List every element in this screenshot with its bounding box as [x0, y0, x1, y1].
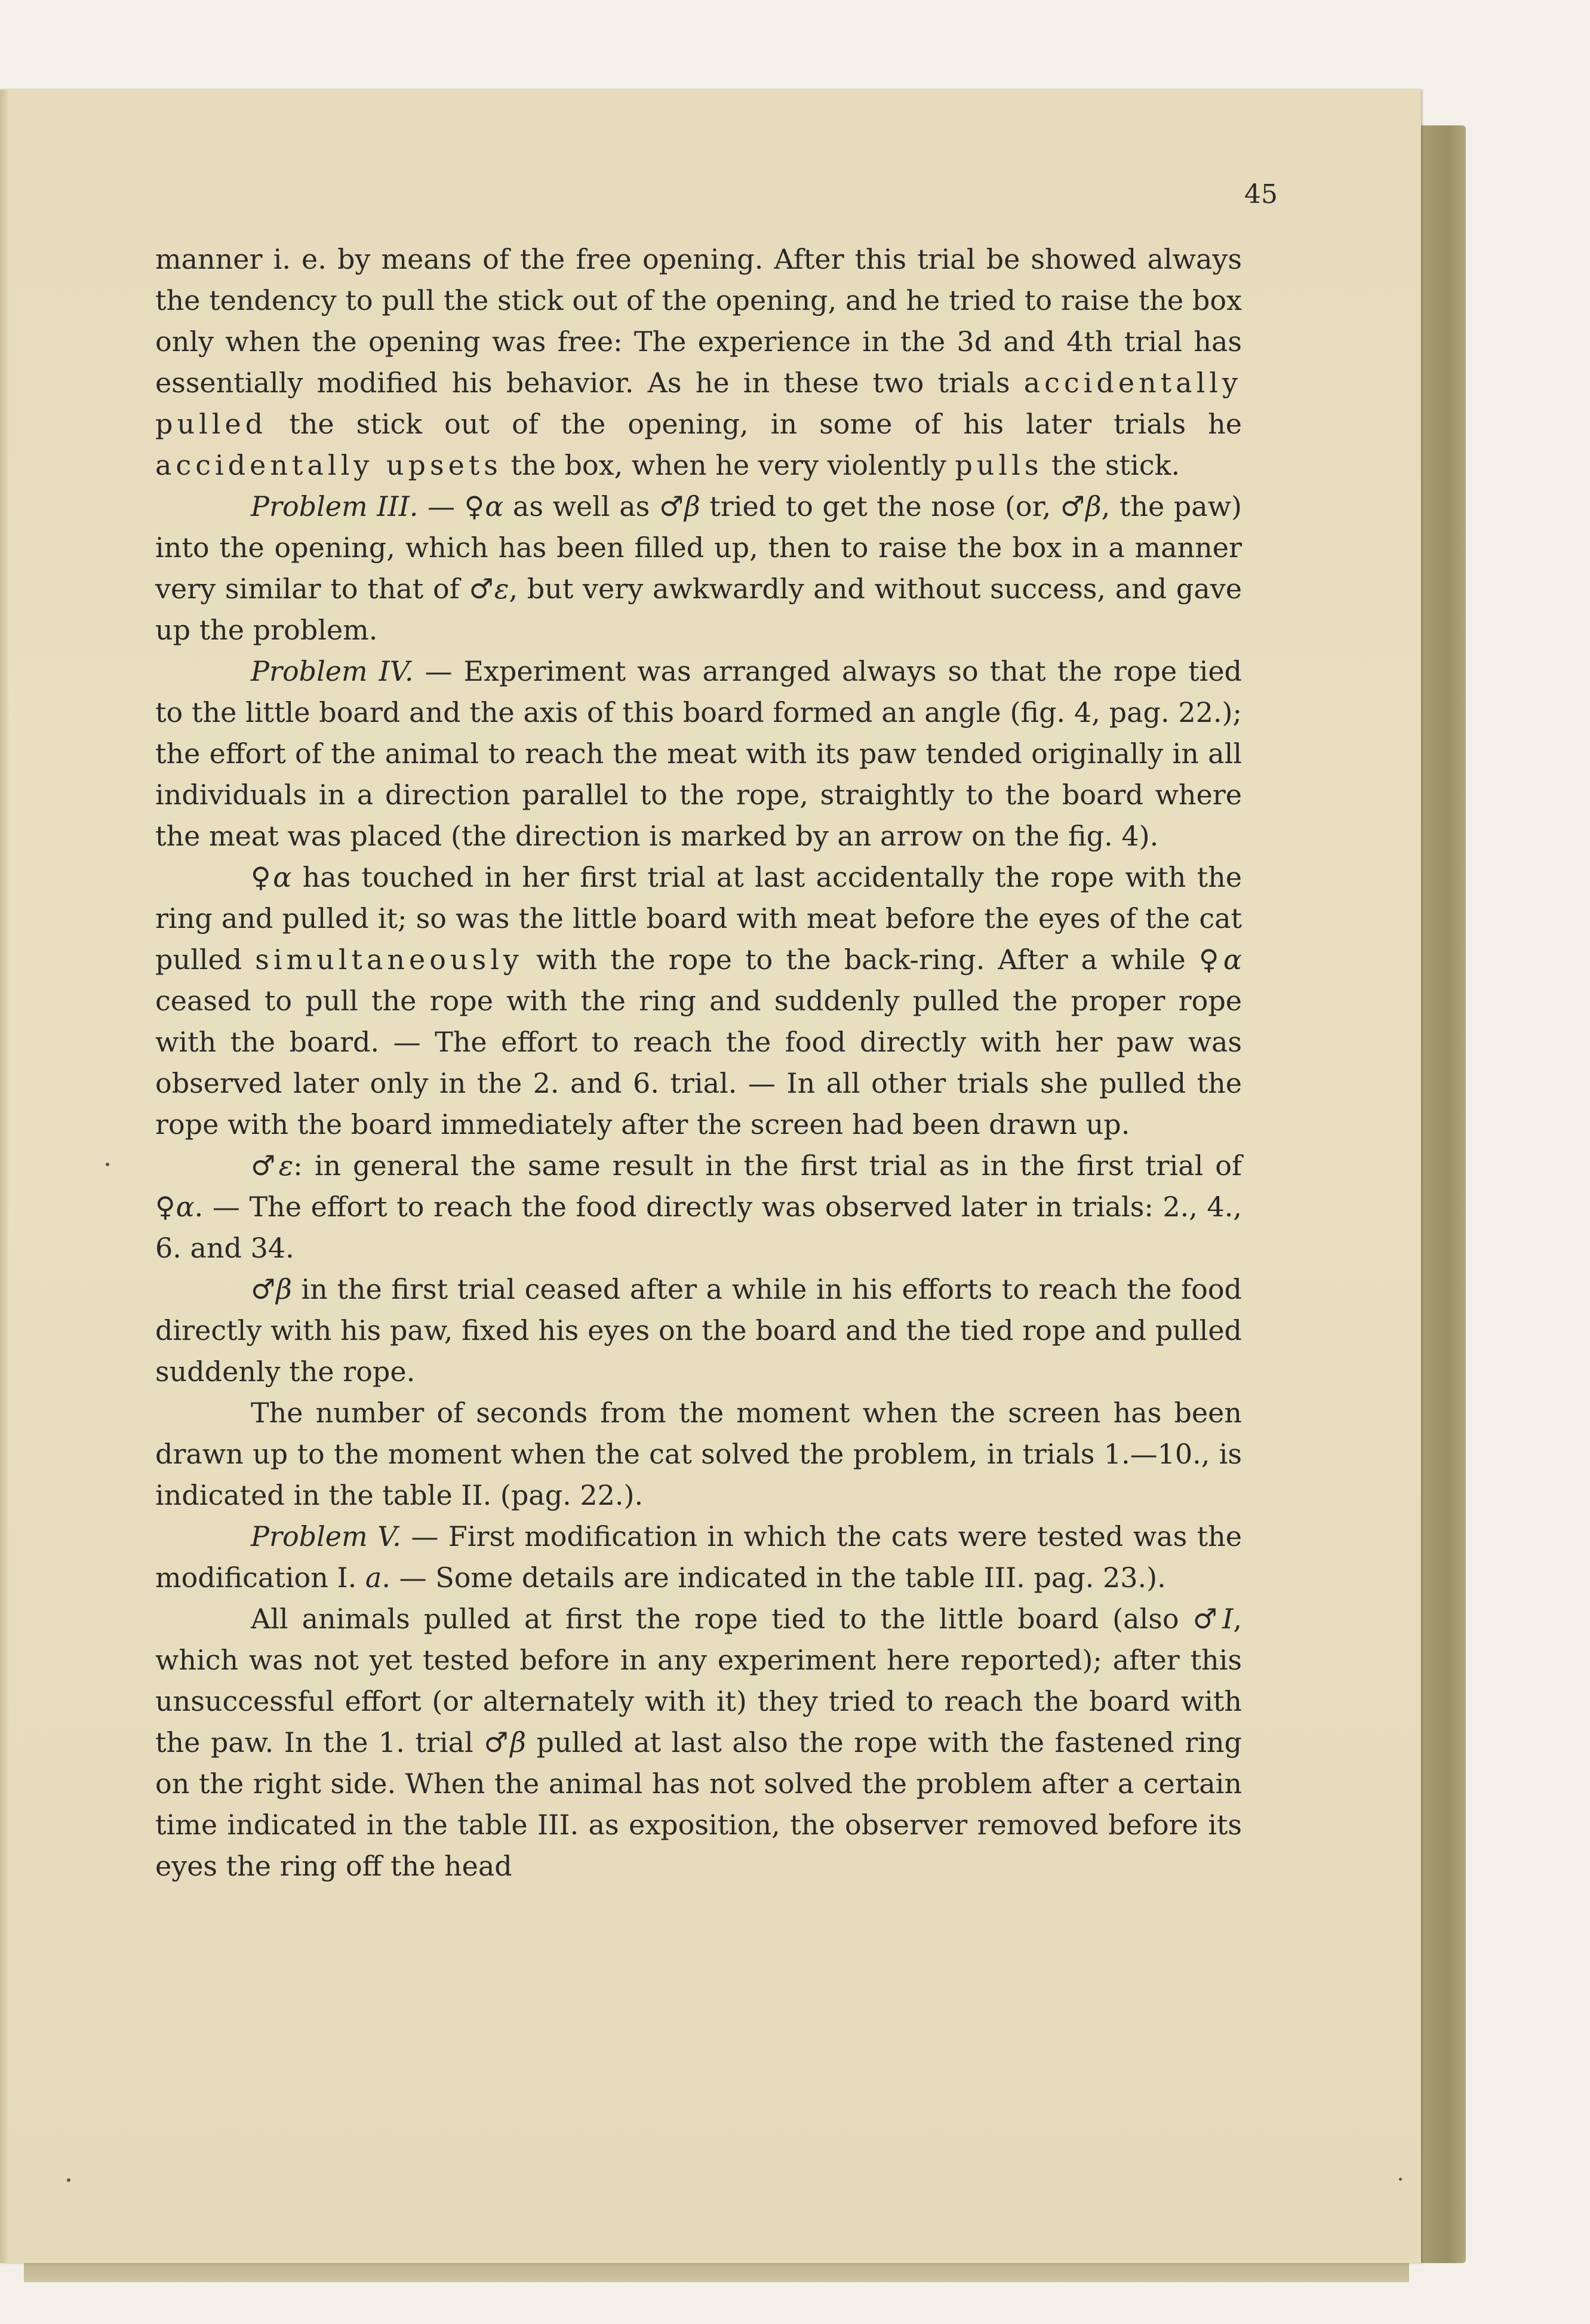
page-edge-shadow — [1421, 125, 1466, 2263]
text-run: ♂ — [251, 1273, 276, 1305]
paragraph — [155, 1392, 1242, 1516]
paragraph — [155, 239, 1242, 486]
italic-text: a — [365, 1561, 382, 1594]
text-run: has touched in her first trial at last accidentally the rope with the ring and pulled it; so was the little board with meat before the eyes of the cat pulled — [155, 861, 1243, 976]
text-run: ♂ — [251, 1149, 279, 1182]
text-run: in the first trial ceased after a while in his efforts to reach the food directly with his paw, fixed his eyes on the board and the tied rope and pulled suddenly the rope. — [155, 1273, 1242, 1388]
text-run: ♀ — [251, 861, 273, 893]
page-number: 45 — [1244, 179, 1278, 210]
text-run: . — The effort to reach the food directly was observed later in trials: 2., 4., 6. and 34. — [155, 1191, 1242, 1264]
text-run: — ♀ — [418, 490, 485, 522]
paragraph — [155, 651, 1242, 857]
italic-text: α — [485, 490, 504, 522]
text-run: All animals pulled at first the rope tied to the little board (also ♂ — [251, 1603, 1223, 1635]
body-text — [155, 239, 1242, 1887]
text-run: the stick. — [1042, 449, 1180, 481]
italic-text: β — [276, 1273, 292, 1305]
italic-text: ε — [494, 573, 509, 605]
paragraph — [155, 1598, 1242, 1887]
page-binding-fold — [0, 90, 8, 2263]
italic-text: β — [510, 1726, 526, 1759]
italic-text: α — [1223, 943, 1242, 976]
text-run: , but very awkwardly and without success, and gave up the problem. — [155, 573, 1243, 646]
text-run: pulled at last also the rope with the fastened ring on the right side. When the animal has not solved the problem after a certain time indicated in the table III. as exposition, the observer removed before its eyes the ring off the head — [155, 1726, 1242, 1882]
speck — [67, 2178, 70, 2182]
text-run: , which was not yet tested before in any experiment here reported); after this unsuccessful effort (or alternately with it) they tried to reach the board with the paw. In the 1. trial ♂ — [155, 1603, 1242, 1759]
spaced-emphasis-text: accidentally upsets — [155, 449, 502, 481]
italic-text: ε — [278, 1149, 294, 1182]
text-run: . — Some details are indicated in the table III. pag. 23.). — [382, 1561, 1166, 1594]
text-run: the stick out of the opening, in some of his later trials he — [267, 408, 1242, 440]
text-run: , the paw) into the opening, which has been filled up, then to raise the box in a manner very similar to that of ♂ — [155, 490, 1242, 605]
text-run: with the rope to the back-ring. After a while ♀ — [522, 943, 1223, 976]
spaced-emphasis-text: pulls — [955, 449, 1043, 481]
text-run: The number of seconds from the moment when the screen has been drawn up to the moment when the cat solved the problem, in trials 1.—10., is indicated in the table II. (pag. 22.). — [155, 1397, 1242, 1511]
italic-text: β — [684, 490, 700, 522]
italic-text: β — [1085, 490, 1102, 522]
italic-text: α — [176, 1191, 195, 1223]
text-run: manner i. e. by means of the free opening. After this trial be showed always the tendency to pull the stick out of the opening, and he tried to raise the box only when the opening was free: The experience in the 3d and 4th trial has essentially modified his behavior. As he in these two trials — [155, 243, 1242, 399]
speck — [1399, 2178, 1402, 2181]
italic-text: I — [1222, 1603, 1234, 1635]
italic-text: Problem IV. — [251, 655, 414, 687]
italic-text: Problem V. — [251, 1520, 401, 1553]
text-run: as well as ♂ — [503, 490, 685, 522]
paragraph — [155, 1269, 1242, 1392]
text-run: — Experiment was arranged always so that the rope tied to the little board and the axis of this board formed an angle (fig. 4, pag. 22.); the effort of the animal to reach the meat with its paw tended originally in all individuals in a direction parallel to the rope, straightly to the board where the meat was placed (the direction is marked by an arrow on the fig. 4). — [155, 655, 1242, 852]
text-run: : in general the same result in the first trial as in the first trial of ♀ — [155, 1149, 1242, 1223]
italic-text: α — [273, 861, 292, 893]
speck — [106, 1163, 109, 1166]
paragraph — [155, 1145, 1242, 1269]
paragraph — [155, 857, 1242, 1145]
paragraph — [155, 1516, 1242, 1598]
spaced-emphasis-text: accidentally pulled — [155, 367, 1242, 440]
italic-text: Problem III. — [251, 490, 419, 522]
text-run: tried to get the nose (or, ♂ — [700, 490, 1086, 522]
text-run: — First modification in which the cats were tested was the modification I. — [155, 1520, 1242, 1594]
spaced-emphasis-text: simultaneously — [255, 943, 523, 976]
text-run: the box, when he very violently — [502, 449, 955, 481]
paragraph — [155, 486, 1242, 651]
text-run: ceased to pull the rope with the ring and suddenly pulled the proper rope with the board. — The effort to reach the food directly with her paw was observed later only in the 2. and 6. trial. — In all other trials she pulled the rope with the board immediately after the screen had been drawn up. — [155, 985, 1242, 1141]
